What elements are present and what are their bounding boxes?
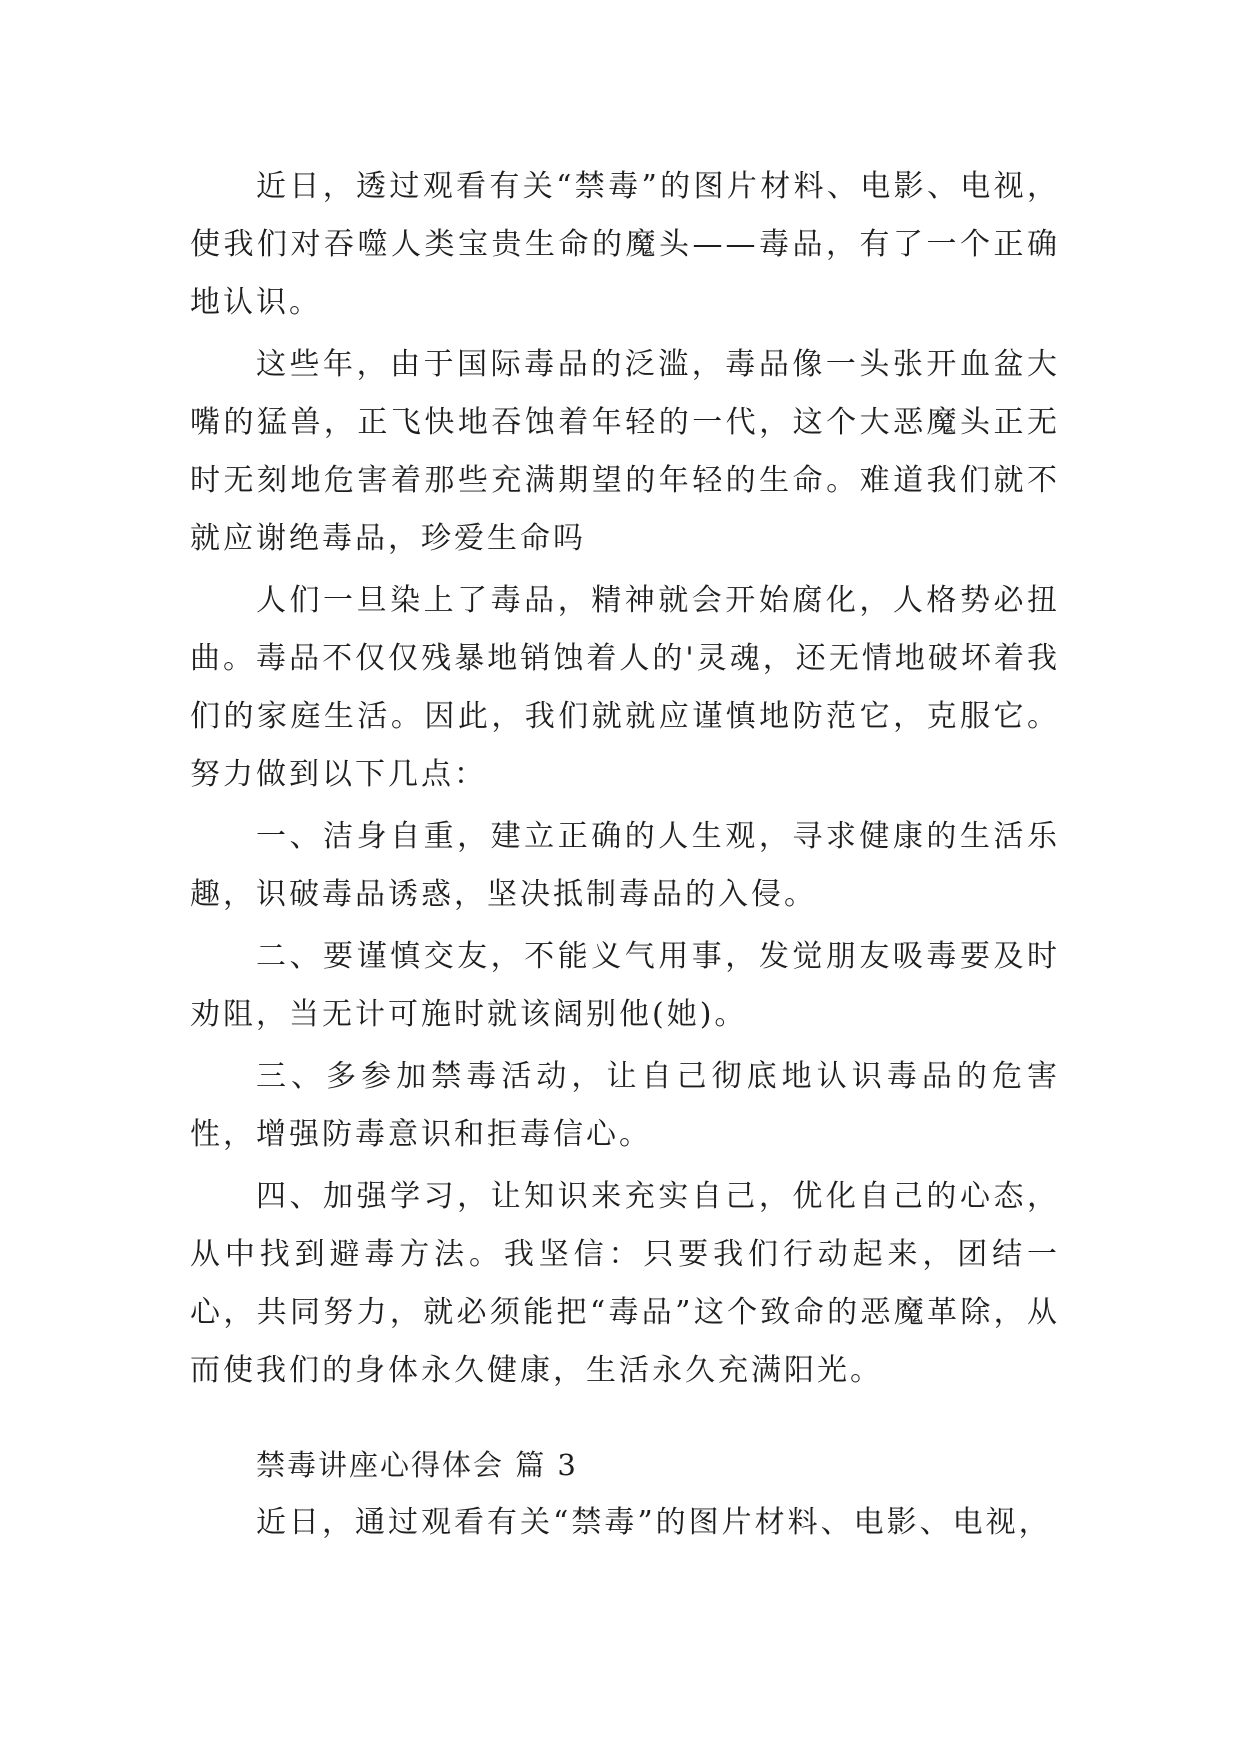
section-heading: 禁毒讲座心得体会 篇 3 <box>256 1448 578 1482</box>
paragraph-drug-threat: 这些年，由于国际毒品的泛滥，毒品像一头张开血盆大嘴的猛兽，正飞快地吞蚀着年轻的一代，这个大恶魔头正无时无刻地危害着那些充满期望的年轻的生命。难道我们就不就应谢绝毒品，珍爱生命吗 <box>190 347 1060 556</box>
paragraph-point-three: 三、多参加禁毒活动，让自己彻底地认识毒品的危害性，增强防毒意识和拒毒信心。 <box>190 1059 1060 1152</box>
document-body <box>190 158 1060 1404</box>
paragraph-intro: 近日，透过观看有关“禁毒”的图片材料、电影、电视，使我们对吞噬人类宝贵生命的魔头——毒品，有了一个正确地认识。 <box>190 169 1060 320</box>
paragraph-point-two: 二、要谨慎交友，不能义气用事，发觉朋友吸毒要及时劝阻，当无计可施时就该阔别他(她)。 <box>190 939 1060 1032</box>
paragraph-drug-harm: 人们一旦染上了毒品，精神就会开始腐化，人格势必扭曲。毒品不仅仅残暴地销蚀着人的'灵魂，还无情地破坏着我们的家庭生活。因此，我们就就应谨慎地防范它，克服它。努力做到以下几点： <box>190 583 1060 792</box>
paragraph-next-section: 近日，通过观看有关“禁毒”的图片材料、电影、电视， <box>256 1505 1052 1540</box>
paragraph-point-four: 四、加强学习，让知识来充实自己，优化自己的心态，从中找到避毒方法。我坚信：只要我们行动起来，团结一心，共同努力，就必须能把“毒品”这个致命的恶魔革除，从而使我们的身体永久健康，生活永久充满阳光。 <box>190 1179 1060 1388</box>
paragraph-point-one: 一、洁身自重，建立正确的人生观，寻求健康的生活乐趣，识破毒品诱惑，坚决抵制毒品的入侵。 <box>190 819 1060 912</box>
